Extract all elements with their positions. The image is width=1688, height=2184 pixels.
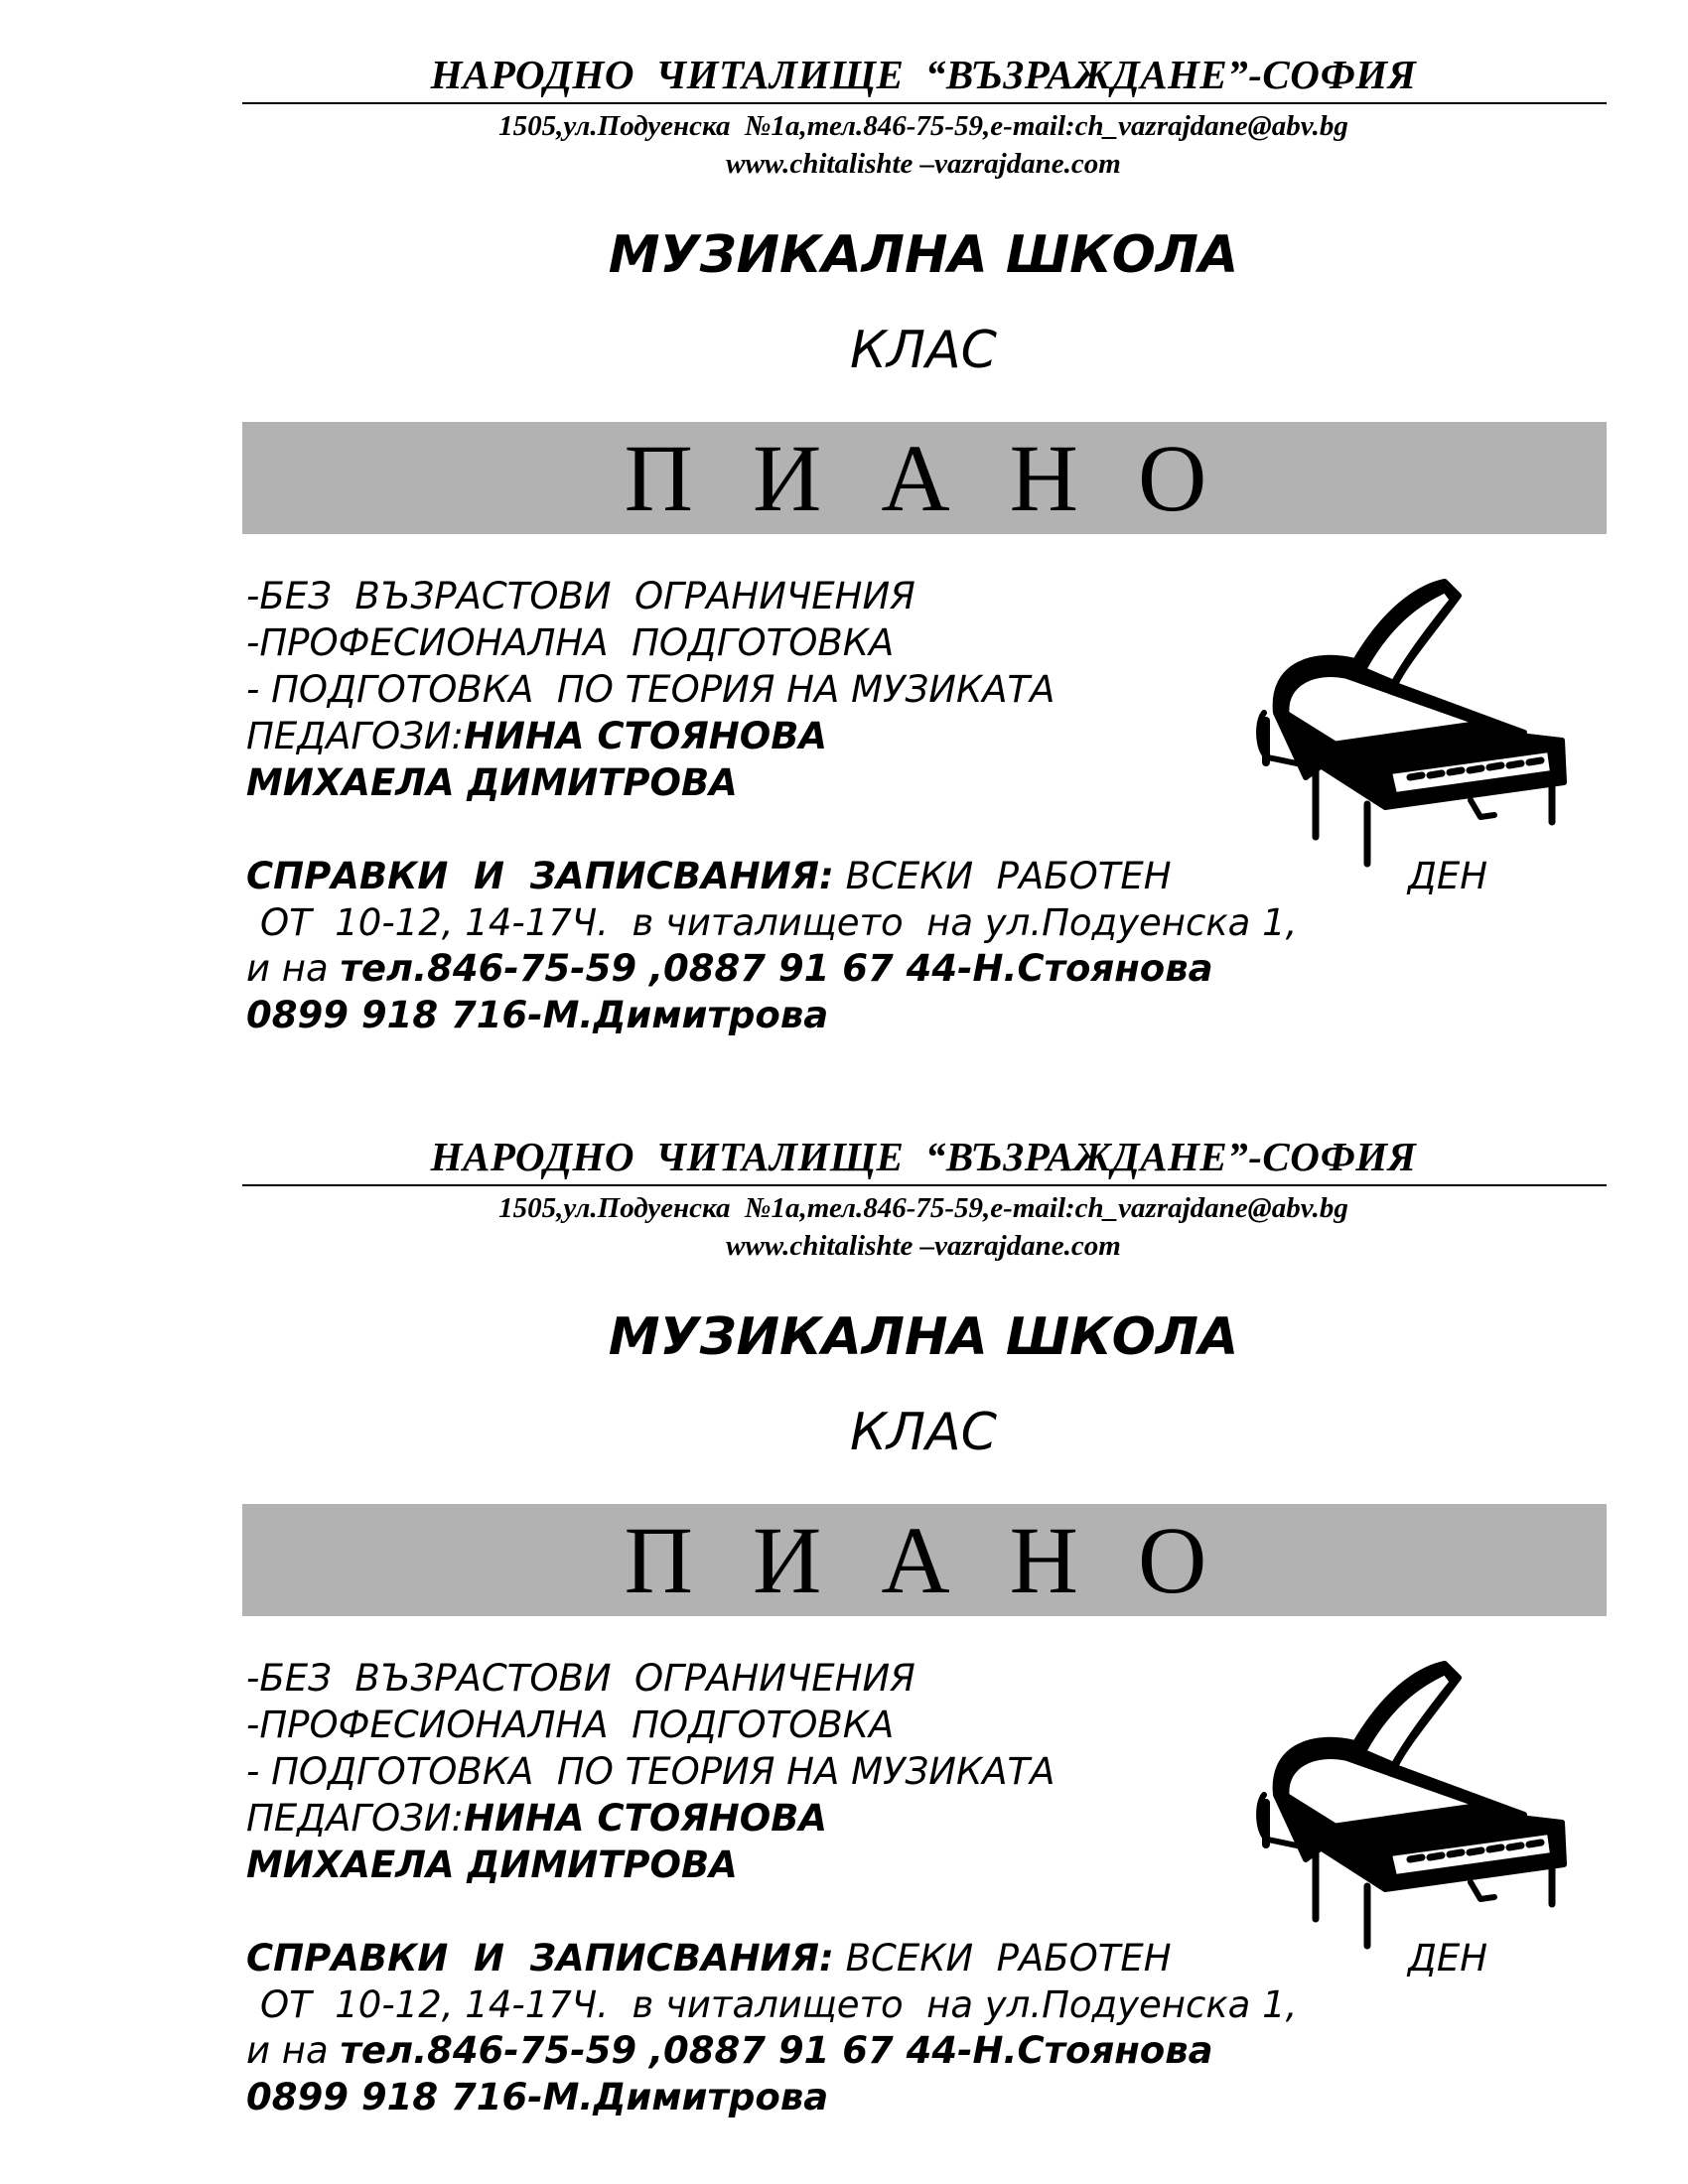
phone-number: 0899 918 716-М.Димитрова (246, 994, 829, 1036)
flyer (0, 1082, 1688, 2164)
school-title: МУЗИКАЛНА ШКОЛА (608, 1307, 1239, 1367)
contact-days: ВСЕКИ РАБОТЕН (833, 855, 1172, 897)
teacher-name: МИХАЕЛА ДИМИТРОВА (246, 1843, 738, 1886)
flyer (0, 0, 1688, 1082)
instrument-banner (242, 422, 1607, 534)
header-rule (242, 1184, 1607, 1186)
website-line: www.chitalishte –vazrajdane.com (726, 148, 1121, 180)
teacher-name: НИНА СТОЯНОВА (464, 1797, 828, 1840)
contact-label: СПРАВКИ И ЗАПИСВАНИЯ: (246, 855, 834, 897)
teachers-label: ПЕДАГОЗИ: (246, 1797, 465, 1840)
phone-numbers: тел.846-75-59 ,0887 91 67 44-Н.Стоянова (340, 947, 1213, 990)
teachers-line (246, 1796, 827, 1842)
feature-item: -БЕЗ ВЪЗРАСТОВИ ОГРАНИЧЕНИЯ (246, 575, 915, 617)
feature-item: - ПОДГОТОВКА ПО ТЕОРИЯ НА МУЗИКАТА (246, 1750, 1055, 1793)
phone-prefix: и на (246, 947, 341, 990)
feature-item: -ПРОФЕСИОНАЛНА ПОДГОТОВКА (246, 1704, 895, 1746)
address-line: 1505,ул.Подуенска №1а,тел.846-75-59,e-mail:ch_vazrajdane@abv.bg (498, 110, 1348, 142)
contact-phones-line (246, 2028, 1213, 2074)
feature-item: - ПОДГОТОВКА ПО ТЕОРИЯ НА МУЗИКАТА (246, 668, 1055, 711)
instrument-title: П И А Н О (624, 425, 1225, 531)
grand-piano-icon (1246, 1656, 1584, 1954)
phone-number: 0899 918 716-М.Димитрова (246, 2076, 829, 2118)
contact-day-word: ДЕН (1408, 1937, 1488, 1979)
instrument-banner (242, 1504, 1607, 1616)
feature-item: -БЕЗ ВЪЗРАСТОВИ ОГРАНИЧЕНИЯ (246, 1657, 915, 1700)
teachers-label: ПЕДАГОЗИ: (246, 715, 465, 757)
contact-days: ВСЕКИ РАБОТЕН (833, 1937, 1172, 1979)
contact-hours: ОТ 10-12, 14-17Ч. в читалището на ул.Подуенска 1, (260, 1983, 1298, 2026)
contact-line (246, 854, 1172, 899)
organization-title: НАРОДНО ЧИТАЛИЩЕ “ВЪЗРАЖДАНЕ”-СОФИЯ (430, 1134, 1417, 1179)
organization-title: НАРОДНО ЧИТАЛИЩЕ “ВЪЗРАЖДАНЕ”-СОФИЯ (430, 52, 1417, 97)
website-line: www.chitalishte –vazrajdane.com (726, 1230, 1121, 1262)
phone-prefix: и на (246, 2029, 341, 2072)
teachers-line (246, 714, 827, 759)
class-label: КЛАС (850, 321, 997, 380)
school-title: МУЗИКАЛНА ШКОЛА (608, 225, 1239, 285)
grand-piano-icon (1246, 574, 1584, 872)
teacher-name: НИНА СТОЯНОВА (464, 715, 828, 757)
contact-label: СПРАВКИ И ЗАПИСВАНИЯ: (246, 1937, 834, 1979)
class-label: КЛАС (850, 1403, 997, 1462)
contact-hours: ОТ 10-12, 14-17Ч. в читалището на ул.Подуенска 1, (260, 901, 1298, 944)
instrument-title: П И А Н О (624, 1507, 1225, 1613)
teacher-name: МИХАЕЛА ДИМИТРОВА (246, 761, 738, 804)
contact-phones-line (246, 946, 1213, 992)
address-line: 1505,ул.Подуенска №1а,тел.846-75-59,e-mail:ch_vazrajdane@abv.bg (498, 1192, 1348, 1224)
contact-day-word: ДЕН (1408, 855, 1488, 897)
contact-line (246, 1936, 1172, 1981)
header-rule (242, 102, 1607, 104)
feature-item: -ПРОФЕСИОНАЛНА ПОДГОТОВКА (246, 621, 895, 664)
phone-numbers: тел.846-75-59 ,0887 91 67 44-Н.Стоянова (340, 2029, 1213, 2072)
